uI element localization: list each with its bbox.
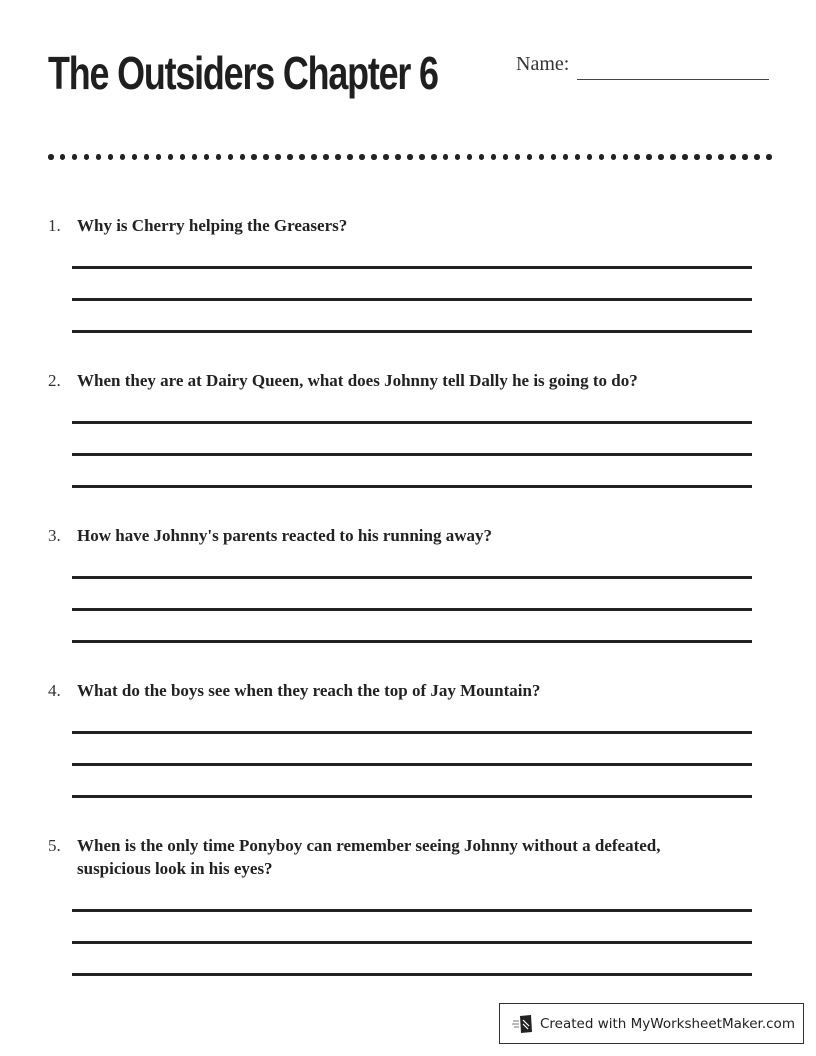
question-1 bbox=[48, 214, 748, 237]
divider-dot bbox=[551, 154, 557, 160]
divider-dot bbox=[563, 154, 569, 160]
worksheet-maker-logo-icon bbox=[512, 1014, 534, 1034]
answer-line[interactable] bbox=[72, 640, 752, 643]
divider-dot bbox=[599, 154, 605, 160]
question-5 bbox=[48, 834, 748, 880]
name-label: Name: bbox=[516, 53, 570, 75]
question-number: 5. bbox=[48, 836, 61, 855]
divider-dot bbox=[311, 154, 317, 160]
answer-line[interactable] bbox=[72, 941, 752, 944]
divider-dot bbox=[587, 154, 593, 160]
divider-dot bbox=[168, 154, 174, 160]
divider-dot bbox=[275, 154, 281, 160]
divider-dot bbox=[539, 154, 545, 160]
name-field-group bbox=[516, 54, 769, 74]
divider-dot bbox=[670, 154, 676, 160]
divider-dot bbox=[144, 154, 150, 160]
divider-dot bbox=[706, 154, 712, 160]
divider-dot bbox=[72, 154, 78, 160]
divider-dot bbox=[383, 154, 389, 160]
page-title: The Outsiders Chapter 6 bbox=[48, 47, 438, 99]
question-text: How have Johnny's parents reacted to his running away? bbox=[77, 526, 492, 545]
question-2 bbox=[48, 369, 748, 392]
divider-dot bbox=[766, 154, 772, 160]
divider-dot bbox=[48, 154, 54, 160]
divider-dot bbox=[359, 154, 365, 160]
answer-line[interactable] bbox=[72, 298, 752, 301]
divider-dot bbox=[754, 154, 760, 160]
answer-line[interactable] bbox=[72, 608, 752, 611]
answer-line[interactable] bbox=[72, 485, 752, 488]
question-text: What do the boys see when they reach the top of Jay Mountain? bbox=[77, 681, 541, 700]
divider-dot bbox=[575, 154, 581, 160]
divider-dot bbox=[287, 154, 293, 160]
divider-dot bbox=[431, 154, 437, 160]
divider-dot bbox=[395, 154, 401, 160]
divider-dot bbox=[527, 154, 533, 160]
divider-dot bbox=[479, 154, 485, 160]
dotted-divider bbox=[48, 154, 772, 160]
footer-text: Created with MyWorksheetMaker.com bbox=[540, 1015, 795, 1032]
answer-line[interactable] bbox=[72, 973, 752, 976]
answer-line[interactable] bbox=[72, 576, 752, 579]
divider-dot bbox=[347, 154, 353, 160]
divider-dot bbox=[323, 154, 329, 160]
answer-line[interactable] bbox=[72, 266, 752, 269]
answer-line[interactable] bbox=[72, 330, 752, 333]
answer-line[interactable] bbox=[72, 909, 752, 912]
divider-dot bbox=[407, 154, 413, 160]
divider-dot bbox=[216, 154, 222, 160]
divider-dot bbox=[156, 154, 162, 160]
divider-dot bbox=[646, 154, 652, 160]
question-text: Why is Cherry helping the Greasers? bbox=[77, 216, 348, 235]
divider-dot bbox=[108, 154, 114, 160]
divider-dot bbox=[634, 154, 640, 160]
answer-line[interactable] bbox=[72, 453, 752, 456]
question-number: 4. bbox=[48, 681, 61, 700]
divider-dot bbox=[491, 154, 497, 160]
name-input-line[interactable] bbox=[577, 79, 769, 80]
answer-line[interactable] bbox=[72, 421, 752, 424]
question-4 bbox=[48, 679, 748, 702]
divider-dot bbox=[132, 154, 138, 160]
divider-dot bbox=[443, 154, 449, 160]
created-with-badge[interactable] bbox=[499, 1003, 804, 1044]
divider-dot bbox=[467, 154, 473, 160]
question-3 bbox=[48, 524, 748, 547]
question-text: When is the only time Ponyboy can remember seeing Johnny without a defeated, suspicious look in his eyes? bbox=[77, 836, 661, 878]
answer-line[interactable] bbox=[72, 763, 752, 766]
question-text: When they are at Dairy Queen, what does Johnny tell Dally he is going to do? bbox=[77, 371, 638, 390]
divider-dot bbox=[658, 154, 664, 160]
divider-dot bbox=[623, 154, 629, 160]
divider-dot bbox=[742, 154, 748, 160]
divider-dot bbox=[192, 154, 198, 160]
divider-dot bbox=[419, 154, 425, 160]
divider-dot bbox=[180, 154, 186, 160]
divider-dot bbox=[335, 154, 341, 160]
divider-dot bbox=[84, 154, 90, 160]
divider-dot bbox=[299, 154, 305, 160]
divider-dot bbox=[228, 154, 234, 160]
divider-dot bbox=[96, 154, 102, 160]
divider-dot bbox=[240, 154, 246, 160]
answer-line[interactable] bbox=[72, 731, 752, 734]
answer-line[interactable] bbox=[72, 795, 752, 798]
divider-dot bbox=[371, 154, 377, 160]
divider-dot bbox=[503, 154, 509, 160]
divider-dot bbox=[60, 154, 66, 160]
question-number: 3. bbox=[48, 526, 61, 545]
divider-dot bbox=[263, 154, 269, 160]
divider-dot bbox=[694, 154, 700, 160]
divider-dot bbox=[204, 154, 210, 160]
divider-dot bbox=[120, 154, 126, 160]
divider-dot bbox=[718, 154, 724, 160]
question-number: 1. bbox=[48, 216, 61, 235]
divider-dot bbox=[455, 154, 461, 160]
divider-dot bbox=[682, 154, 688, 160]
divider-dot bbox=[611, 154, 617, 160]
divider-dot bbox=[515, 154, 521, 160]
divider-dot bbox=[730, 154, 736, 160]
question-number: 2. bbox=[48, 371, 61, 390]
divider-dot bbox=[251, 154, 257, 160]
